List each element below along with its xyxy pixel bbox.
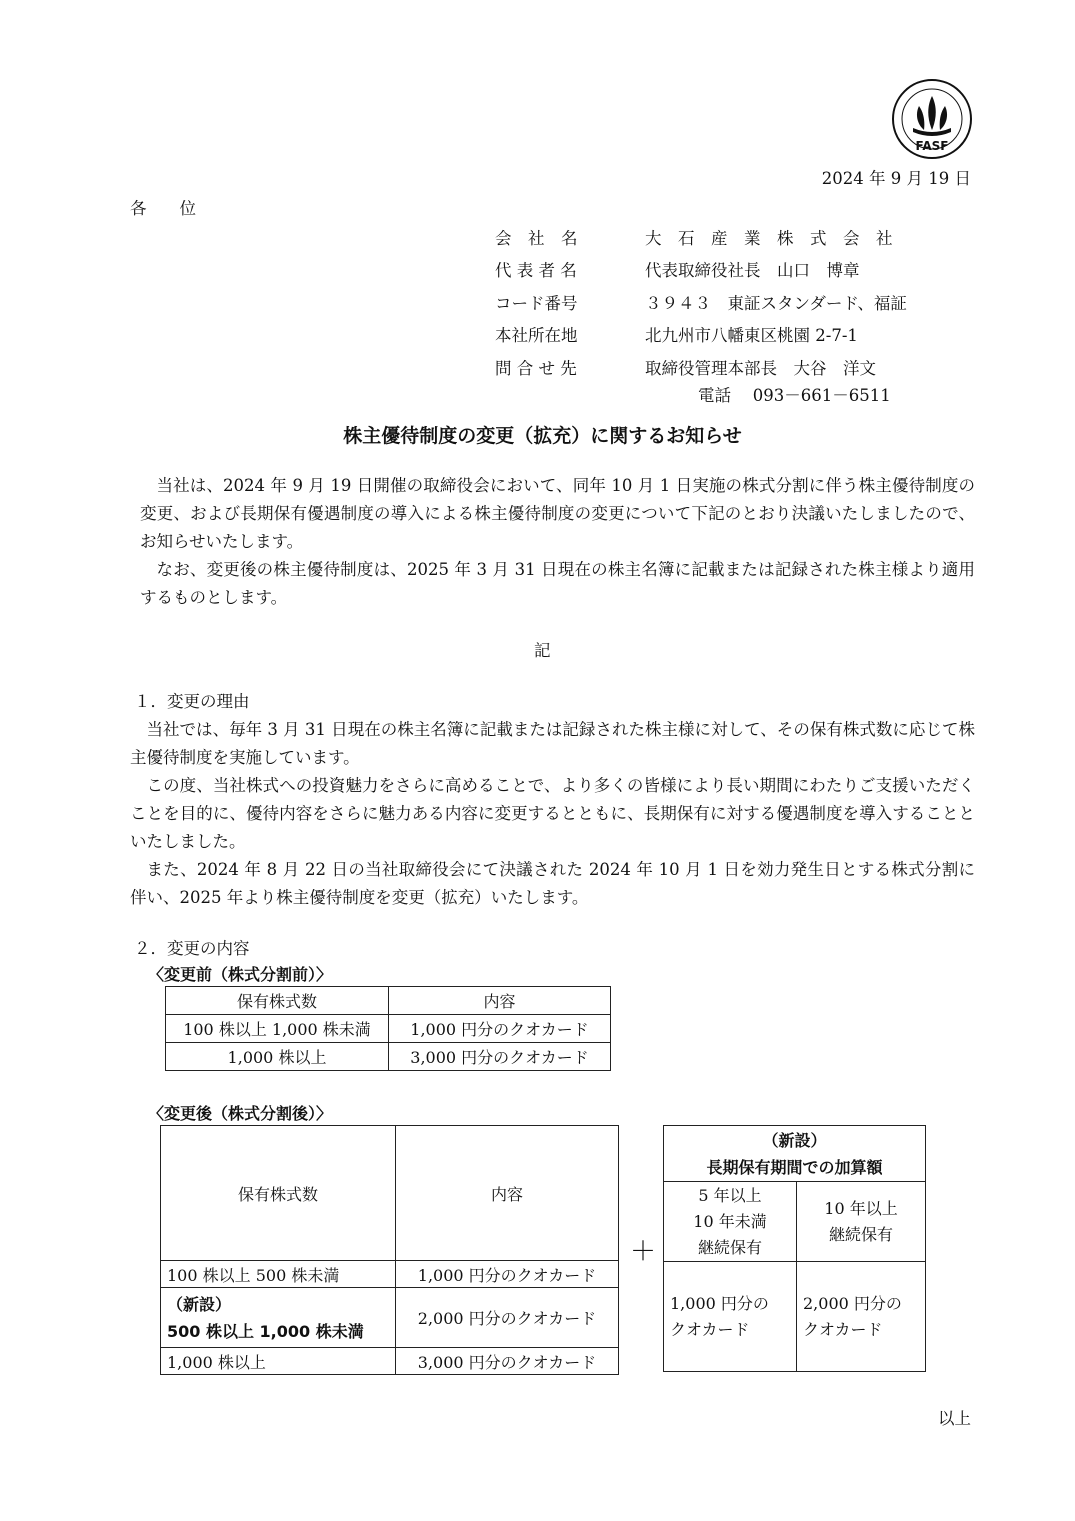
long-term-title: 長期保有期間での加算額 (706, 1157, 883, 1177)
code-value: ３９４３ 東証スタンダード、福証 (645, 294, 907, 313)
table-cell: 2,000 円分のクオカード (396, 1288, 619, 1348)
new-tier: 500 株以上 1,000 株未満 (167, 1321, 364, 1341)
table-row (161, 1288, 619, 1348)
table-header-row (664, 1126, 926, 1182)
table-cell: 1,000 株以上 (161, 1348, 396, 1375)
reason-paragraph: この度、当社株式への投資魅力をさらに高めることで、より多くの皆様により長い期間にわたりご支援いただくことを目的に、優待内容をさらに魅力ある内容に変更するとともに、長期保有に対する優遇制度を導入することといたしました。 (130, 776, 976, 851)
intro-paragraph: 当社は、2024 年 9 月 19 日開催の取締役会において、同年 10 月 1 日実施の株式分割に伴う株主優待制度の変更、および長期保有優遇制度の導入による株主優待制度の変更について下記のとおり決議いたしましたので、お知らせいたします。 (140, 476, 975, 551)
header-line: 10 年以上 (824, 1198, 898, 1218)
representative-value: 代表取締役社長 山口 博章 (645, 261, 860, 280)
table-cell (161, 1288, 396, 1348)
representative-label: 代 表 者 名 (495, 261, 577, 280)
reason-paragraph: また、2024 年 8 月 22 日の当社取締役会にて決議された 2024 年 10 月 1 日を効力発生日とする株式分割に伴い、2025 年より株主優待制度を変更（拡充）いたします。 (130, 860, 975, 907)
section-heading: １．変更の理由 (134, 692, 250, 711)
section-reason (130, 688, 975, 912)
new-badge: （新設） (167, 1294, 232, 1314)
table-header: 内容 (396, 1126, 619, 1261)
ki-heading: 記 (534, 641, 551, 660)
table-row (664, 1262, 926, 1372)
long-term-table (663, 1125, 926, 1372)
table-row (166, 1043, 611, 1071)
plus-sign: ＋ (630, 1237, 657, 1267)
table-cell: 3,000 円分のクオカード (396, 1348, 619, 1375)
table-row (161, 1261, 619, 1288)
header-line: 継続保有 (697, 1237, 762, 1257)
before-label: 〈変更前（株式分割前）〉 (148, 965, 333, 984)
page-title: 株主優待制度の変更（拡充）に関するお知らせ (343, 425, 742, 447)
table-cell (797, 1262, 926, 1372)
address-label: 本社所在地 (495, 326, 578, 345)
header-line: 10 年未満 (693, 1211, 767, 1231)
value-line: 2,000 円分の (803, 1293, 902, 1313)
table-cell: 1,000 円分のクオカード (389, 1015, 611, 1043)
addressee: 各 位 (130, 199, 196, 218)
logo-text: FASF (915, 139, 949, 153)
table-cell: 3,000 円分のクオカード (389, 1043, 611, 1071)
phone: 電話 093－661－6511 (698, 386, 891, 405)
header-line: 5 年以上 (698, 1185, 762, 1205)
table-row (166, 1015, 611, 1043)
table-header: 保有株式数 (166, 987, 389, 1015)
contact-value: 取締役管理本部長 大谷 洋文 (645, 359, 876, 378)
after-table (160, 1125, 619, 1375)
table-cell: 1,000 株以上 (166, 1043, 389, 1071)
company-name-value: 大 石 産 業 株 式 会 社 (645, 229, 893, 248)
intro-paragraph: なお、変更後の株主優待制度は、2025 年 3 月 31 日現在の株主名簿に記載または記録された株主様より適用するものとします。 (140, 560, 975, 607)
intro (140, 472, 975, 612)
table-header (664, 1182, 797, 1262)
table-header-row (166, 987, 611, 1015)
section-heading: ２．変更の内容 (134, 939, 250, 958)
table-header: 内容 (389, 987, 611, 1015)
table-header (664, 1126, 926, 1182)
reason-paragraph: 当社では、毎年 3 月 31 日現在の株主名簿に記載または記録された株主様に対して、その保有株式数に応じて株主優待制度を実施しています。 (130, 720, 975, 767)
header-line: 継続保有 (828, 1224, 893, 1244)
address-value: 北九州市八幡東区桃園 2-7-1 (645, 326, 858, 345)
value-line: クオカード (803, 1319, 883, 1339)
table-header-row (161, 1126, 619, 1261)
table-cell: 1,000 円分のクオカード (396, 1261, 619, 1288)
contact-label: 問 合 せ 先 (495, 359, 577, 378)
before-table (165, 986, 611, 1071)
new-badge: （新設） (762, 1130, 827, 1150)
code-label: コード番号 (495, 294, 578, 313)
table-header-row (664, 1182, 926, 1262)
fasf-logo (891, 78, 973, 160)
closing-text: 以上 (938, 1409, 971, 1428)
table-header: 保有株式数 (161, 1126, 396, 1261)
table-header (797, 1182, 926, 1262)
document-date: 2024 年 9 月 19 日 (821, 169, 971, 188)
value-line: 1,000 円分の (670, 1293, 769, 1313)
after-label: 〈変更後（株式分割後）〉 (148, 1104, 333, 1123)
company-name-label: 会 社 名 (495, 229, 578, 248)
table-cell (664, 1262, 797, 1372)
value-line: クオカード (670, 1319, 750, 1339)
table-cell: 100 株以上 500 株未満 (161, 1261, 396, 1288)
table-cell: 100 株以上 1,000 株未満 (166, 1015, 389, 1043)
table-row (161, 1348, 619, 1375)
